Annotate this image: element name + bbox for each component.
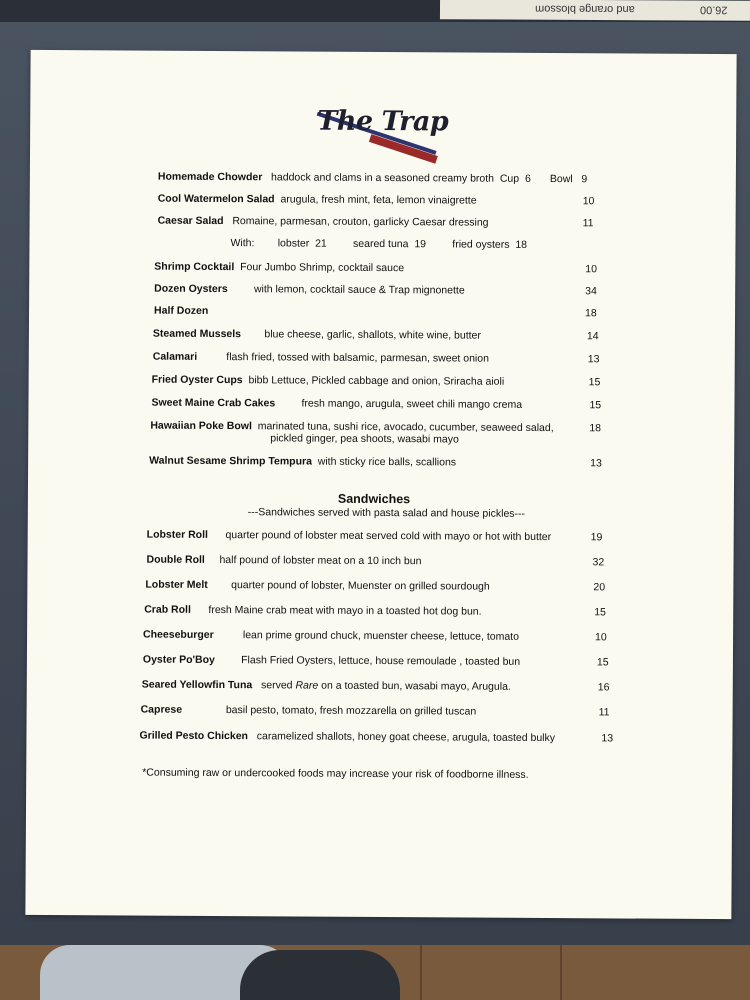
item-price: 18 [589,422,602,435]
menu-item: Crab Roll fresh Maine crab meat with mayo in a toasted hot dog bun. [144,603,482,618]
item-desc-line2: pickled ginger, pea shoots, wasabi mayo [270,432,459,446]
restaurant-name: The Trap [317,105,449,138]
item-price: 15 [588,376,601,389]
item-price: 15 [589,399,602,412]
item-price: 11 [582,217,594,230]
menu-item: Lobster Melt quarter pound of lobster, Muenster on grilled sourdough [145,578,490,593]
cup-price: Cup 6 [499,172,531,185]
menu-item: Lobster Roll quarter pound of lobster meat served cold with mayo or hot with butter [146,528,552,544]
caesar-addons: With: lobster 21 seared tuna 19 fried oysters 18 [230,237,528,251]
footnote: *Consuming raw or undercooked foods may increase your risk of foodborne illness. [142,766,529,781]
item-price: 10 [585,263,598,276]
menu-item: Cool Watermelon Salad arugula, fresh mint, feta, lemon vinaigrette [157,192,477,207]
menu-item: Dozen Oysters with lemon, cocktail sauce & Trap mignonette [154,282,465,297]
item-price: 34 [585,285,597,298]
menu-item: Calamari flash fried, tossed with balsamic, parmesan, sweet onion [152,350,489,365]
item-name: Homemade Chowder [157,170,263,184]
item-price: 19 [590,531,603,544]
item-price: 15 [596,656,609,669]
menu-item: Cheeseburger lean prime ground chuck, muenster cheese, lettuce, tomato [143,628,519,643]
background-text: and orange blossom [534,2,635,16]
item-price: 20 [593,581,606,594]
menu-item: Sweet Maine Crab Cakes fresh mango, arugula, sweet chili mango crema [151,396,523,411]
menu-item: Seared Yellowfin Tuna served Rare on a toasted bun, wasabi mayo, Arugula. [141,678,511,693]
menu-item: Oyster Po'Boy Flash Fried Oysters, lettuce, house remoulade , toasted bun [142,653,521,668]
item-price: 16 [597,681,610,694]
item-price: 14 [586,330,599,343]
menu-item: Shrimp Cocktail Four Jumbo Shrimp, cocktail sauce [154,260,405,275]
item-price: 18 [585,307,597,320]
menu-item [158,171,494,185]
restaurant-logo [315,92,455,153]
item-desc: haddock and clams in a seasoned creamy broth [271,171,495,185]
shoe [240,950,400,1000]
menu-item: Caprese basil pesto, tomato, fresh mozzarella on grilled tuscan [140,703,477,718]
menu-item: Hawaiian Poke Bowl marinated tuna, sushi rice, avocado, cucumber, seaweed salad, [150,419,554,435]
item-price: 13 [590,457,602,470]
item-price: 11 [598,706,610,719]
section-title: Sandwiches [337,491,411,507]
menu-paper [25,50,736,919]
menu-item: Grilled Pesto Chicken caramelized shallots, honey goat cheese, arugula, toasted bulky [139,729,556,745]
section-subtitle: ---Sandwiches served with pasta salad and house pickles--- [247,506,526,520]
bowl-price: Bowl 9 [549,173,588,186]
item-price: 13 [601,732,614,745]
item-price: 10 [582,195,595,208]
item-price: 32 [592,556,605,569]
item-price: 10 [595,631,607,644]
background-menu-card [440,0,750,21]
item-price: 15 [594,606,606,619]
menu-item: Walnut Sesame Shrimp Tempura with sticky rice balls, scallions [149,454,457,469]
menu-item: Double Roll half pound of lobster meat on a 10 inch bun [146,553,422,568]
item-price: 13 [587,353,600,366]
menu-item: Half Dozen [154,304,209,317]
menu-item: Fried Oyster Cups bibb Lettuce, Pickled cabbage and onion, Sriracha aioli [151,373,505,388]
background-price: 26.00 [699,3,728,16]
menu-item: Steamed Mussels blue cheese, garlic, shallots, white wine, butter [152,327,481,342]
menu-item: Caesar Salad Romaine, parmesan, crouton, garlicky Caesar dressing [157,214,489,229]
